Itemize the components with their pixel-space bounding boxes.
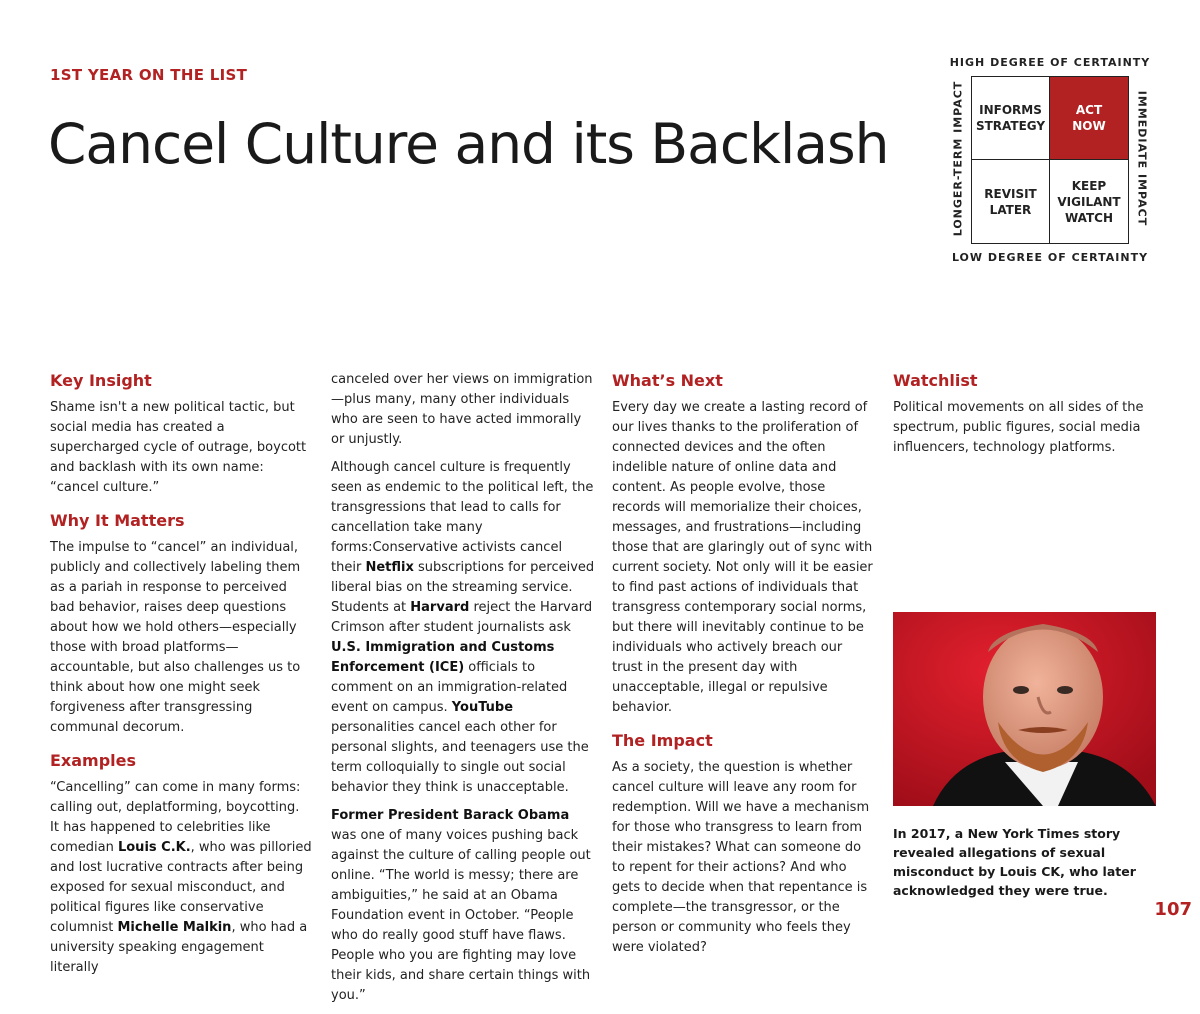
matrix-bottom-label: LOW DEGREE OF CERTAINTY (951, 251, 1149, 264)
examples-paragraph-2: Although cancel culture is frequently seen as endemic to the political left, the transgressions that lead to calls for cancellation take many forms:Conservative activists cancel their Netflix subscriptions for perceived liberal bias on the streaming service. Students at Harvard reject the Harvard Crimson after student journalists ask U.S. Immigration and Customs Enforcement (ICE) officials to comment on an immigration-related event on campus. YouTube personalities cancel each other for personal slights, and teenagers use the term colloquially to single out social behavior they think is unacceptable. (331, 460, 595, 795)
watchlist-heading: Watchlist (893, 371, 978, 390)
whats-next-text: Every day we create a lasting record of our lives thanks to the proliferation of connected devices and the often indelible nature of online data and content. As people evolve, those records will memorialize their choices, messages, and frustrations—including those that are glaringly out of sync with current society. Not only will it be easier to find past actions of individuals that transgress contemporary social norms, but there will inevitably continue to be individuals who actively breach our trust in the present day with unacceptable, illegal or repulsive behavior. (612, 400, 873, 715)
the-impact-heading: The Impact (612, 731, 713, 750)
column-4 (893, 370, 1157, 466)
the-impact-text: As a society, the question is whether cancel culture will leave any room for redemption. Will we have a mechanism for those who transgress to learn from their mistakes? What can someone do to repent for their actions? And who gets to decide when that repentance is complete—the transgressor, or the person or community who feels they were violated? (612, 760, 870, 955)
name-louis-ck: Louis C.K. (117, 840, 191, 855)
name-michelle-malkin: Michelle Malkin (117, 920, 232, 935)
key-insight-heading: Key Insight (50, 371, 152, 390)
matrix-cell-keep-vigilant-watch: KEEP VIGILANT WATCH (1057, 178, 1121, 225)
page-title: Cancel Culture and its Backlash (48, 112, 889, 176)
portrait-photo (893, 612, 1156, 806)
examples-text: “Cancelling” can come in many forms: calling out, deplatforming, boycotting. It has happened to celebrities like comedian Louis C.K., who was pilloried and lost lucrative contracts after being exposed for sexual misconduct, and political figures like conservative columnist Michelle Malkin, who had a university speaking engagement literally (50, 780, 312, 975)
matrix-right-label: IMMEDIATE IMPACT (1135, 90, 1149, 227)
whats-next-heading: What’s Next (612, 371, 723, 390)
examples-heading: Examples (50, 751, 137, 770)
why-it-matters-text: The impulse to “cancel” an individual, publicly and collectively labeling them as a pariah in response to perceived bad behavior, raises deep questions about how we hold others—especially those with broad platforms—accountable, but also challenges us to think about how one might seek forgiveness after transgressing communal decorum. (50, 540, 301, 735)
key-insight-text: Shame isn't a new political tactic, but social media has created a supercharged cycle of outrage, boycott and backlash with its own name: “cancel culture.” (50, 400, 307, 495)
matrix-cell-informs-strategy: INFORMS STRATEGY (972, 77, 1050, 160)
column-3 (612, 370, 874, 966)
matrix-top-label: HIGH DEGREE OF CERTAINTY (949, 56, 1151, 69)
page-number: 107 (1154, 899, 1192, 920)
examples-paragraph-3: Former President Barack Obama was one of many voices pushing back against the culture of calling people out online. “The world is messy; there are ambiguities,” he said at an Obama Foundation event in October. “People who do really good stuff have flaws. People who you are fighting may love their kids, and share certain things with you.” (331, 808, 591, 1003)
photo-caption: In 2017, a New York Times story revealed allegations of sexual misconduct by Louis CK, who later acknowledged they were true. (893, 826, 1136, 898)
matrix-cell-act-now: ACT NOW (1050, 77, 1128, 160)
watchlist-text: Political movements on all sides of the spectrum, public figures, social media influencers, technology platforms. (893, 400, 1144, 455)
examples-continued-text: canceled over her views on immigration—plus many, many other individuals who are seen to have acted immorally or unjustly. (331, 372, 593, 447)
column-2 (331, 370, 595, 1014)
why-it-matters-heading: Why It Matters (50, 511, 185, 530)
matrix-cell-revisit-later: REVISIT LATER (972, 160, 1050, 243)
matrix-left-label: LONGER-TERM IMPACT (951, 80, 965, 237)
impact-certainty-matrix (971, 76, 1129, 244)
section-kicker: 1ST YEAR ON THE LIST (50, 66, 248, 84)
column-1 (50, 370, 312, 986)
